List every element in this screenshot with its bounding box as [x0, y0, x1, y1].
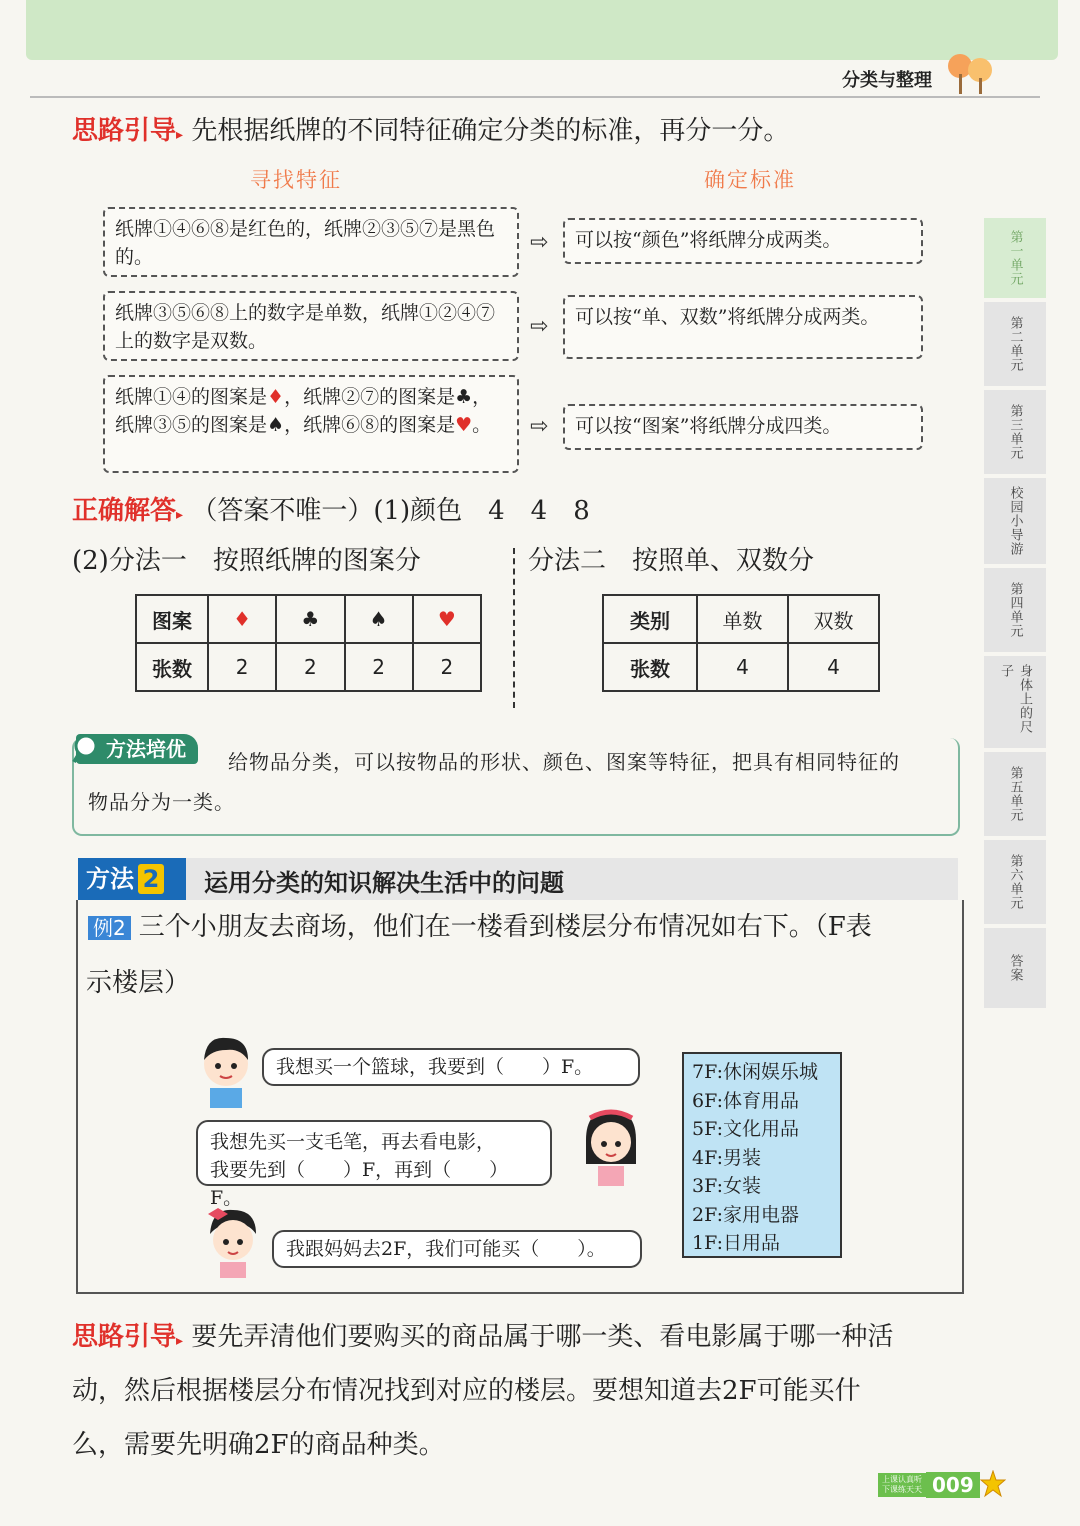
guide-text: 先根据纸牌的不同特征确定分类的标准，再分一分。	[191, 116, 790, 146]
method-one-label: (2)分法一 按照纸牌的图案分	[72, 546, 421, 576]
guide-label: 思路引导	[72, 116, 177, 146]
section-title: 运用分类的知识解决生活中的问题	[204, 869, 564, 897]
page-footer	[878, 1470, 1006, 1500]
tip-text-1: 给物品分类，可以按物品的形状、颜色、图案等特征，把具有相同特征的	[228, 750, 900, 774]
standard-box-2: 可以按“单、双数”将纸牌分成两类。	[563, 295, 923, 359]
answer-line: 正确解答▸ （答案不唯一）(1)颜色 4 4 8	[72, 496, 590, 526]
table-cell: 2	[208, 643, 276, 691]
section-number: 2	[138, 864, 164, 894]
slogan-line: 下课练天天	[882, 1485, 922, 1494]
table-cell: 2	[413, 643, 481, 691]
method-divider	[513, 548, 515, 708]
floor-directory	[682, 1052, 842, 1258]
heart-icon: ♥	[413, 595, 481, 643]
feature-text: ，纸牌③⑤的图案是	[115, 386, 492, 436]
tip-tag-label: 方法培优	[106, 737, 186, 761]
unit-tabs	[984, 218, 1052, 1012]
parity-table	[602, 594, 880, 692]
diamond-icon: ♦	[208, 595, 276, 643]
example-line-1	[88, 912, 872, 943]
guide2-line-3: 么，需要先明确2F的商品种类。	[72, 1430, 445, 1460]
answer-text: （答案不唯一）(1)颜色 4 4 8	[191, 496, 590, 526]
top-band	[26, 0, 1058, 60]
pattern-table	[135, 594, 482, 692]
section-tag	[78, 858, 186, 900]
tab-campus-guide[interactable]: 校园小导游	[984, 478, 1046, 564]
feature-text: ，纸牌⑥⑧的图案是	[284, 414, 456, 436]
arrow-icon: ⇨	[530, 230, 549, 255]
guide2-line-1: 思路引导▸ 要先弄清他们要购买的商品属于哪一类、看电影属于哪一种活	[72, 1322, 894, 1352]
heart-icon: ♥	[455, 414, 473, 436]
girl2-speech-bubble: 我跟妈妈去2F，我们可能买（ ）。	[272, 1230, 642, 1268]
footer-slogan	[878, 1473, 926, 1497]
guide2-line-2: 动，然后根据楼层分布情况找到对应的楼层。要想知道去2F可能买什	[72, 1376, 861, 1406]
feature-box-3	[103, 375, 519, 473]
feature-text: ，纸牌②⑦的图案是	[284, 386, 456, 408]
tree-icon	[944, 50, 1000, 96]
bubble-line: 我要先到（ ）F，再到（ ）F。	[210, 1159, 509, 1209]
magnifier-icon	[72, 732, 104, 766]
floor-item: 6F:体育用品	[692, 1089, 799, 1112]
chapter-title: 分类与整理	[842, 70, 932, 91]
example-line-2: 示楼层）	[86, 968, 191, 998]
table-cell: 4	[788, 643, 879, 691]
tab-answers[interactable]: 答案	[984, 928, 1046, 1008]
method-two-label: 分法二 按照单、双数分	[528, 546, 815, 576]
table-cell: 单数	[697, 595, 788, 643]
page-number: 009	[926, 1472, 980, 1498]
girl2-avatar	[200, 1202, 266, 1278]
guide-line-1: 思路引导▸ 先根据纸牌的不同特征确定分类的标准，再分一分。	[72, 116, 790, 146]
floor-item: 2F:家用电器	[692, 1203, 799, 1226]
boy-speech-bubble: 我想买一个篮球，我要到（ ）F。	[262, 1048, 640, 1086]
tab-unit-6[interactable]: 第六单元	[984, 840, 1046, 924]
bubble-line: 我想先买一支毛笔，再去看电影，	[210, 1131, 496, 1153]
table-head: 类别	[603, 595, 697, 643]
feature-box-2: 纸牌③⑤⑥⑧上的数字是单数，纸牌①②④⑦上的数字是双数。	[103, 291, 519, 361]
tab-unit-5[interactable]: 第五单元	[984, 752, 1046, 836]
section-tag-label: 方法	[86, 865, 134, 893]
tab-body-ruler[interactable]: 身体上的尺子	[984, 656, 1046, 748]
boy-avatar	[196, 1030, 256, 1110]
answer-label: 正确解答	[72, 496, 177, 526]
feature-text: 。	[472, 414, 492, 436]
floor-item: 3F:女装	[692, 1175, 761, 1197]
standard-label: 确定标准	[704, 168, 796, 192]
standard-box-3: 可以按“图案”将纸牌分成四类。	[563, 404, 923, 450]
star-icon	[980, 1470, 1006, 1500]
table-head: 张数	[603, 643, 697, 691]
feature-text: 纸牌①④的图案是	[115, 386, 268, 408]
table-head: 图案	[136, 595, 208, 643]
tab-unit-4[interactable]: 第四单元	[984, 568, 1046, 652]
floor-item: 5F:文化用品	[692, 1118, 799, 1140]
slogan-line: 上课认真听	[882, 1475, 922, 1484]
floor-item: 1F:日用品	[692, 1232, 780, 1254]
table-head: 张数	[136, 643, 208, 691]
table-cell: 4	[697, 643, 788, 691]
spade-icon: ♠	[345, 595, 413, 643]
table-cell: 2	[276, 643, 344, 691]
arrow-icon: ⇨	[530, 414, 549, 439]
table-cell: 双数	[788, 595, 879, 643]
tab-unit-1[interactable]: 第一单元	[984, 218, 1046, 298]
example-tag: 例2	[88, 916, 131, 940]
feature-box-1: 纸牌①④⑥⑧是红色的，纸牌②③⑤⑦是黑色的。	[103, 207, 519, 277]
spade-icon: ♠	[267, 414, 285, 436]
table-cell: 2	[345, 643, 413, 691]
club-icon: ♣	[276, 595, 344, 643]
tab-unit-2[interactable]: 第二单元	[984, 302, 1046, 386]
tip-text-2: 物品分为一类。	[88, 790, 235, 814]
arrow-icon: ⇨	[530, 314, 549, 339]
guide-text: 要先弄清他们要购买的商品属于哪一类、看电影属于哪一种活	[191, 1322, 894, 1352]
guide-label: 思路引导	[72, 1322, 177, 1352]
standard-box-1: 可以按“颜色”将纸牌分成两类。	[563, 218, 923, 264]
floor-item: 7F:休闲娱乐城	[692, 1061, 818, 1083]
example-text: 三个小朋友去商场，他们在一楼看到楼层分布情况如右下。（F表	[138, 912, 872, 942]
club-icon: ♣	[455, 386, 473, 408]
girl1-speech-bubble	[196, 1120, 552, 1209]
floor-item: 4F:男装	[692, 1146, 761, 1169]
tab-unit-3[interactable]: 第三单元	[984, 390, 1046, 474]
find-feature-label: 寻找特征	[250, 168, 342, 192]
diamond-icon: ♦	[267, 386, 285, 408]
girl-avatar	[578, 1104, 644, 1188]
header-divider	[30, 96, 1040, 98]
